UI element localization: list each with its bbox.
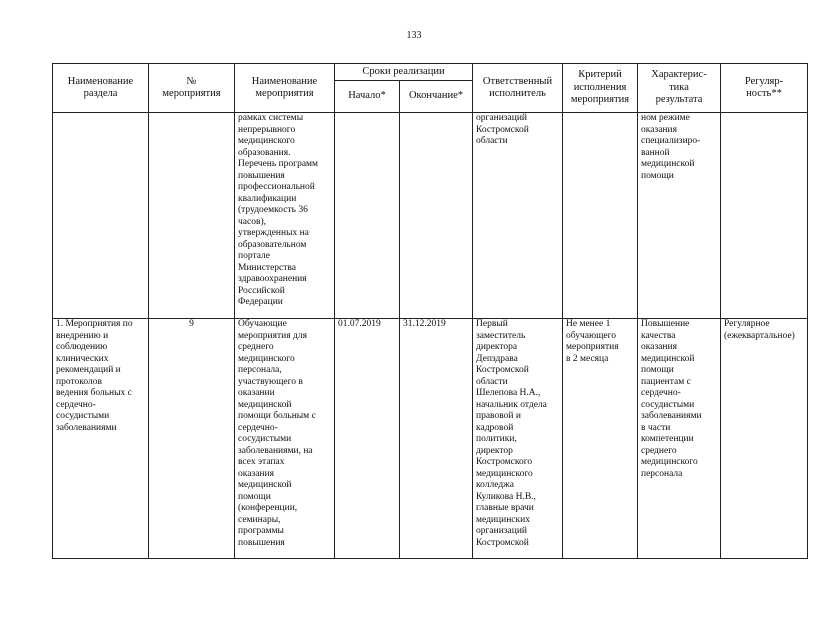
cell-result: ном режиме оказания специализиро- ванной медицинской помощи bbox=[638, 113, 721, 319]
cell-section bbox=[53, 113, 149, 319]
page-number: 133 bbox=[406, 30, 422, 41]
header-number: № мероприятия bbox=[149, 64, 235, 113]
cell-start bbox=[335, 113, 400, 319]
header-deadlines: Сроки реализации bbox=[335, 64, 473, 81]
activity-plan-table bbox=[52, 63, 808, 559]
cell-event-name: Обучающие мероприятия для среднего медицинского персонала, участвующего в оказании медицинской помощи больным с сердечно- сосудистыми заболеваниями, на всех этапах оказания медицинской помощи (конференции, семинары, программы повышения bbox=[235, 319, 335, 559]
cell-section: 1. Мероприятия по внедрению и соблюдению клинических рекомендаций и протоколов ведения больных с сердечно- сосудистыми заболеваниями bbox=[53, 319, 149, 559]
header-responsible: Ответственный исполнитель bbox=[473, 64, 563, 113]
cell-regularity bbox=[721, 113, 808, 319]
header-result: Характерис- тика результата bbox=[638, 64, 721, 113]
cell-criterion bbox=[563, 113, 638, 319]
table-row bbox=[53, 319, 808, 559]
header-regularity: Регуляр- ность** bbox=[721, 64, 808, 113]
cell-number: 9 bbox=[149, 319, 235, 559]
cell-responsible: Первый заместитель директора Депздрава Костромской области Шелепова Н.А., начальник отдела правовой и кадровой политики, директор Костромского медицинского колледжа Куликова Н.В., главные врачи медицинских организаций Костромской bbox=[473, 319, 563, 559]
cell-event-name: рамках системы непрерывного медицинского образования. Перечень программ повышения профессиональной квалификации (трудоемкость 36 часов), утвержденных на образовательном портале Министерства здравоохранения Российской Федерации bbox=[235, 113, 335, 319]
cell-end bbox=[400, 113, 473, 319]
header-end: Окончание* bbox=[400, 81, 473, 113]
header-criterion: Критерий исполнения мероприятия bbox=[563, 64, 638, 113]
cell-number bbox=[149, 113, 235, 319]
header-start: Начало* bbox=[335, 81, 400, 113]
cell-end: 31.12.2019 bbox=[400, 319, 473, 559]
cell-result: Повышение качества оказания медицинской помощи пациентам с сердечно- сосудистыми заболеваниями в части компетенции среднего медицинского персонала bbox=[638, 319, 721, 559]
header-section: Наименование раздела bbox=[53, 64, 149, 113]
cell-criterion: Не менее 1 обучающего мероприятия в 2 месяца bbox=[563, 319, 638, 559]
cell-regularity: Регулярное (ежеквартальное) bbox=[721, 319, 808, 559]
header-event-name: Наименование мероприятия bbox=[235, 64, 335, 113]
cell-start: 01.07.2019 bbox=[335, 319, 400, 559]
table-row bbox=[53, 113, 808, 319]
cell-responsible: организаций Костромской области bbox=[473, 113, 563, 319]
